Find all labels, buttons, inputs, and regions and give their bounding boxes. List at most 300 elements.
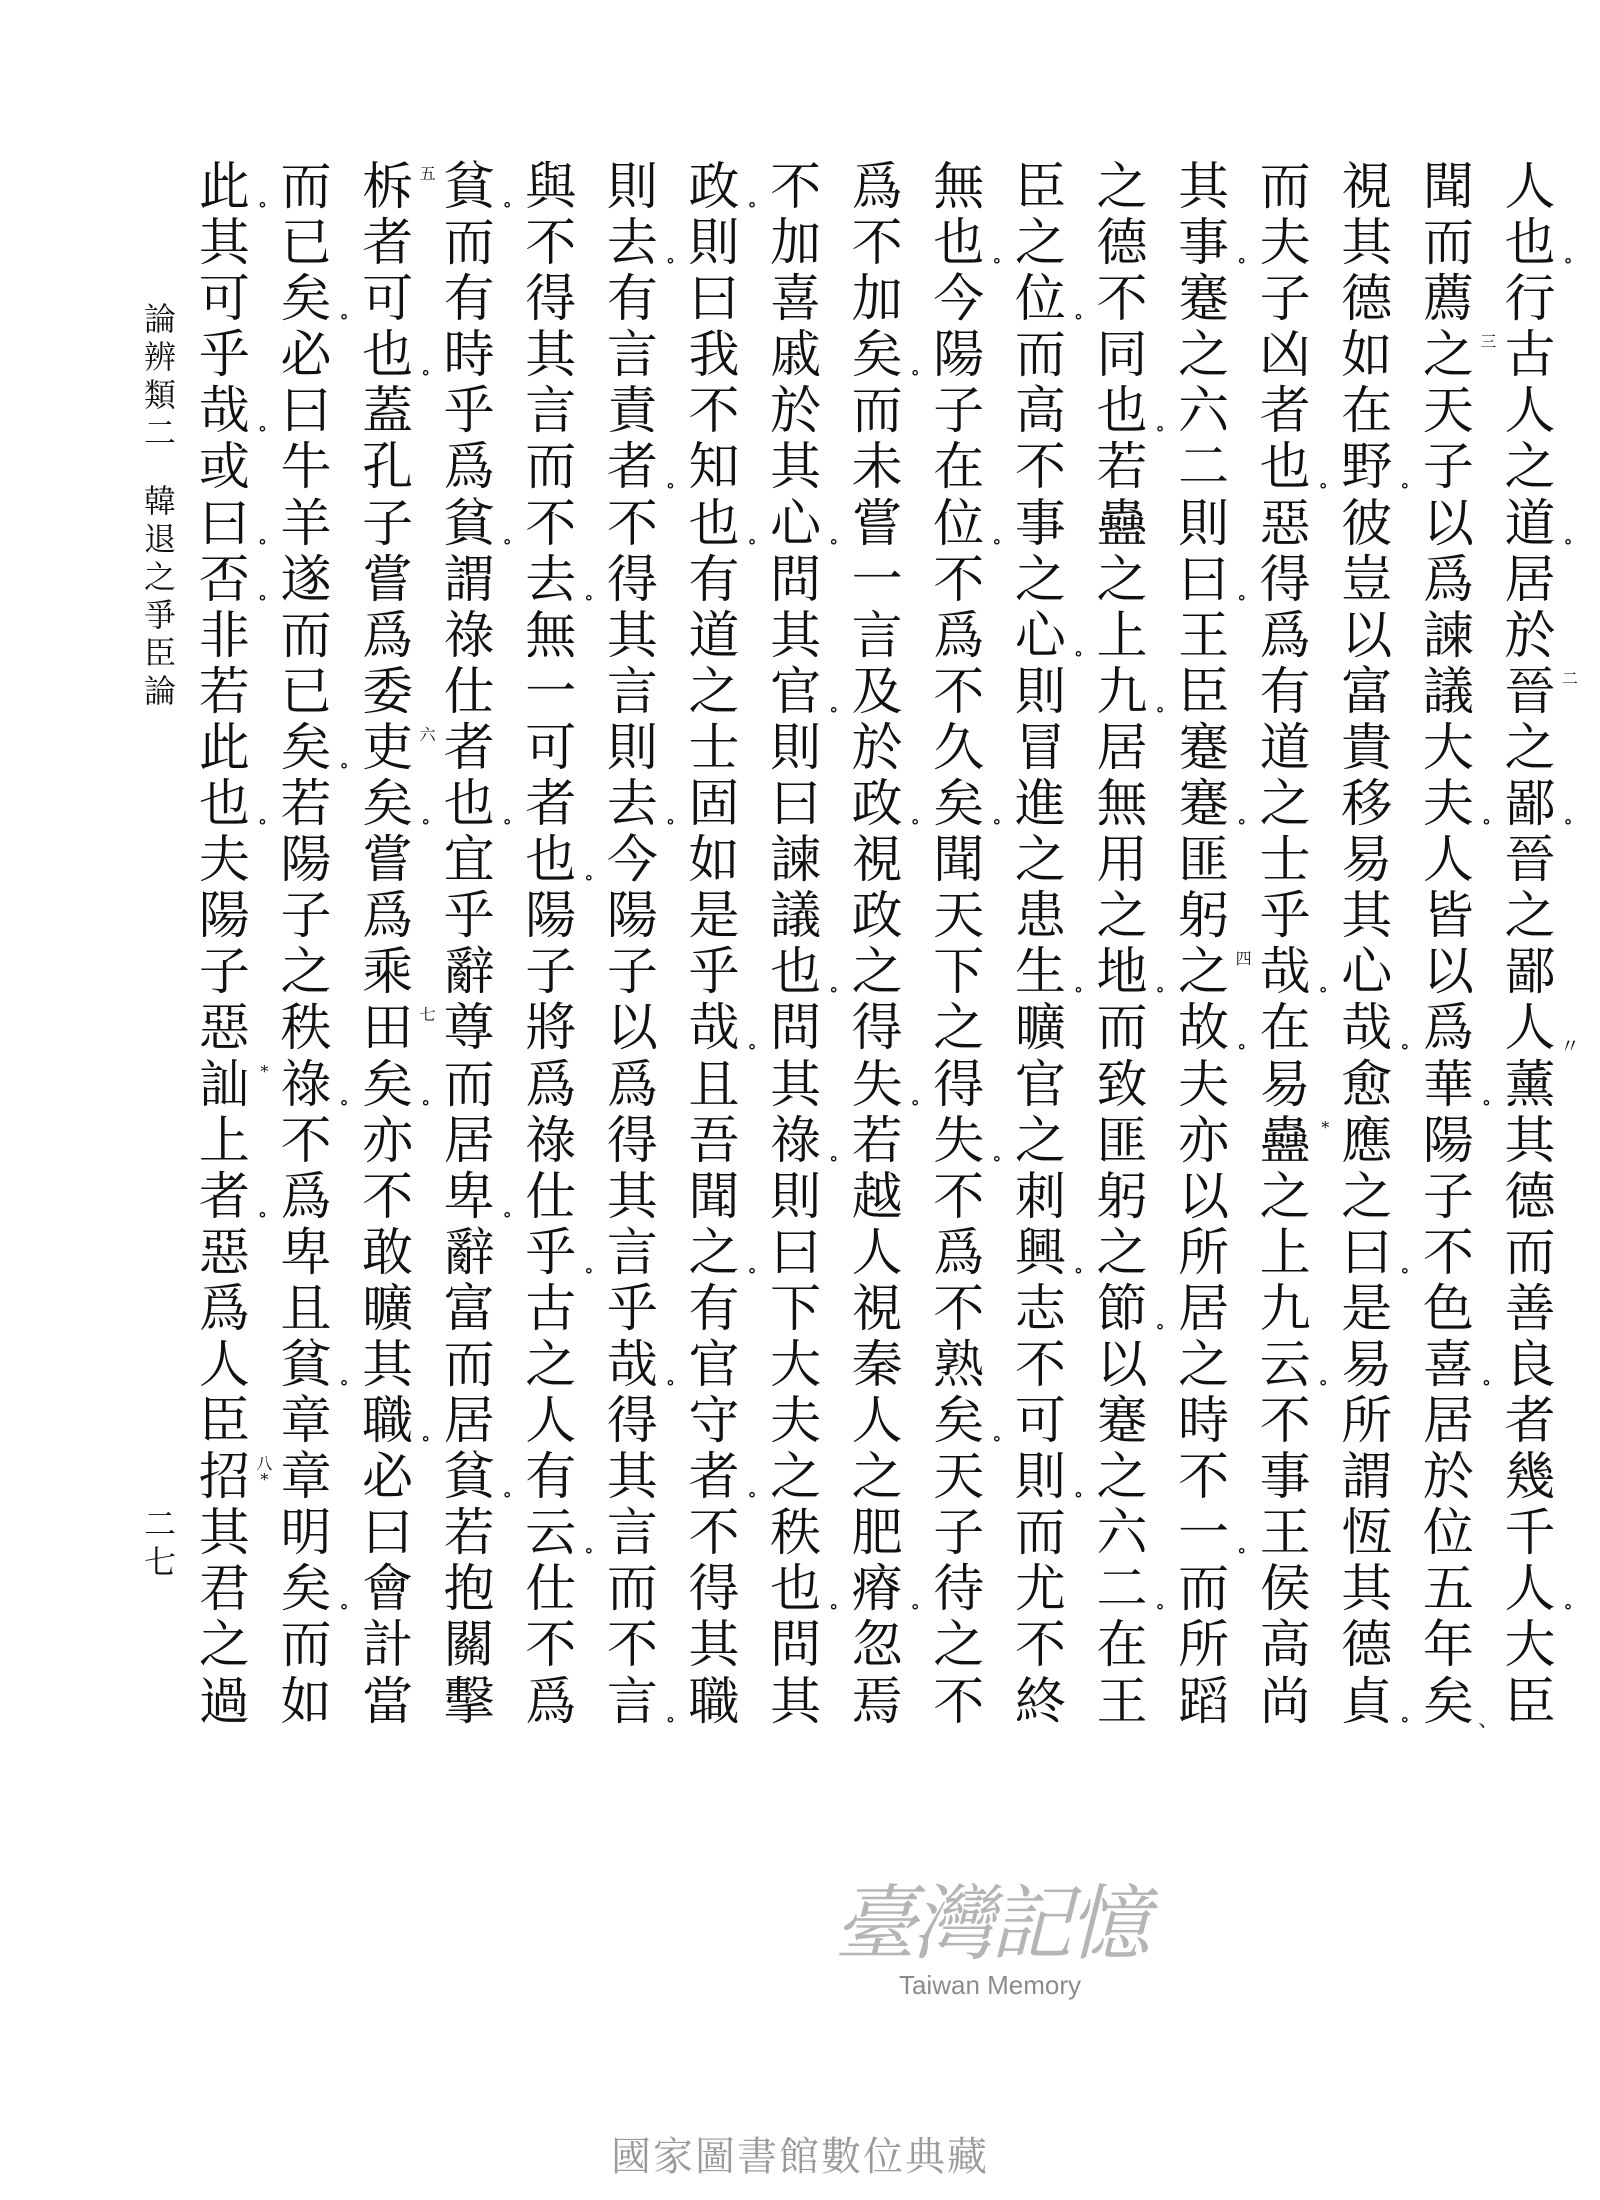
page-number xyxy=(140,1505,180,1581)
character: 失 ∘ xyxy=(847,1058,907,1114)
character: 躬 xyxy=(1096,1167,1148,1227)
character: 陽 xyxy=(606,887,658,947)
character: 得 xyxy=(606,1111,658,1171)
character: 王 xyxy=(1259,1504,1311,1564)
character: 應 xyxy=(1341,1111,1393,1171)
character: 不 xyxy=(525,1616,577,1676)
character: 陽 xyxy=(280,831,332,891)
margin-character: 二 xyxy=(143,1505,176,1543)
character: 不 xyxy=(606,494,658,554)
character: 之 xyxy=(1259,775,1311,835)
text-column xyxy=(1418,158,1499,1732)
character: 其 xyxy=(362,1335,414,1395)
character: 會 xyxy=(362,1560,414,1620)
character: 吏 六 xyxy=(362,718,436,778)
character: 所 xyxy=(1178,1223,1230,1283)
character: 以 xyxy=(1422,494,1474,554)
character: 居 xyxy=(443,1111,495,1171)
character: 卑 ∘ xyxy=(439,1170,499,1226)
character: 嘗 xyxy=(851,494,903,554)
punctuation-mark: ∘ xyxy=(257,528,268,553)
character: 上 xyxy=(198,1111,250,1171)
character: 所 xyxy=(1178,1616,1230,1676)
character: 且 xyxy=(280,1279,332,1339)
character: 之 xyxy=(1259,1167,1311,1227)
character: 乎 xyxy=(443,382,495,442)
margin-character: 類 xyxy=(143,376,176,414)
character: 之 xyxy=(280,943,332,1003)
character: 否 ∘ xyxy=(194,553,254,609)
character: 而 xyxy=(1422,214,1474,274)
character: 進 xyxy=(1014,775,1066,835)
punctuation-mark: ∘ xyxy=(502,192,513,217)
character: 章 xyxy=(280,1448,332,1508)
character: 仕 xyxy=(443,662,495,722)
character: 乎 xyxy=(1259,887,1311,947)
punctuation-mark: ∘ xyxy=(583,1538,594,1563)
character: 位 xyxy=(1422,1504,1474,1564)
character: 而 xyxy=(280,1616,332,1676)
punctuation-mark: ∘ xyxy=(502,809,513,834)
punctuation-mark: ∘ xyxy=(910,1594,921,1619)
watermark-title: 臺灣記憶 xyxy=(834,1877,1146,1972)
character: 良 xyxy=(1504,1335,1556,1395)
character: 不 xyxy=(933,1167,985,1227)
character: 乎 ∘ xyxy=(521,1226,581,1282)
character: 事 xyxy=(1014,494,1066,554)
punctuation-mark: ∘ xyxy=(1155,696,1165,721)
character: 守 xyxy=(688,1392,740,1452)
punctuation-mark: 、 xyxy=(1478,1706,1499,1731)
character: 則 ∘ xyxy=(1010,1450,1070,1506)
character: 嘗 xyxy=(362,831,414,891)
character: 視 xyxy=(1341,158,1393,217)
character: 不 xyxy=(362,1167,414,1227)
character: 之 xyxy=(1096,550,1148,610)
character: 夫 xyxy=(198,831,250,891)
character: 道 xyxy=(1259,718,1311,778)
text-column xyxy=(276,158,349,1732)
character: 皆 xyxy=(1422,887,1474,947)
character: 可 xyxy=(198,270,250,330)
character: 言 xyxy=(606,1504,658,1564)
character: 刺 xyxy=(1014,1167,1066,1227)
text-column xyxy=(358,158,436,1732)
character: 有 xyxy=(443,270,495,330)
character: 言 xyxy=(525,382,577,442)
character: 與 xyxy=(525,158,577,217)
punctuation-mark: ∘ xyxy=(910,1089,921,1114)
character: 道 ∘ xyxy=(1500,497,1560,553)
character: 蹇 xyxy=(1178,270,1230,330)
character: 其 xyxy=(688,1616,740,1676)
punctuation-mark: ∘ xyxy=(1073,304,1084,329)
character: 貴 xyxy=(1341,718,1393,778)
character: 華 ∘ xyxy=(1418,1058,1478,1114)
punctuation-mark: ∘ xyxy=(583,865,594,890)
character: 若 xyxy=(443,1504,495,1564)
character: 及 xyxy=(851,662,903,722)
character: 問 xyxy=(770,550,822,610)
character: 不 xyxy=(1096,270,1148,330)
character: 其 xyxy=(198,1504,250,1564)
character: 夫 xyxy=(1259,214,1311,274)
punctuation-mark: ∘ xyxy=(1481,809,1492,834)
character: 或 xyxy=(198,438,250,498)
character: 薦 xyxy=(1422,270,1474,330)
character: 位 ∘ xyxy=(1010,272,1070,328)
character: 匪 xyxy=(1096,1111,1148,1171)
character: 將 xyxy=(525,999,577,1059)
character: 子 xyxy=(280,887,332,947)
character: 不 xyxy=(770,158,822,217)
character: 若 xyxy=(198,662,250,722)
character: 哉 ∘ xyxy=(194,384,254,440)
character: 之 xyxy=(933,999,985,1059)
character: 得 xyxy=(933,1055,985,1115)
character: 之 xyxy=(525,1335,577,1395)
character: 人 xyxy=(851,1392,903,1452)
margin-character: 七 xyxy=(143,1543,176,1581)
text-column xyxy=(929,158,1002,1732)
character: 委 xyxy=(362,662,414,722)
character: 關 xyxy=(443,1616,495,1676)
annotation-marker: 八* xyxy=(256,1454,273,1490)
character: 之 xyxy=(1014,550,1066,610)
character: 瘠 ∘ xyxy=(847,1562,907,1618)
character: 天 xyxy=(933,887,985,947)
punctuation-mark: ∘ xyxy=(665,472,676,497)
text-column xyxy=(1010,158,1084,1732)
character: 遂 xyxy=(280,550,332,610)
character: 招 八* xyxy=(198,1448,273,1508)
character: 問 xyxy=(770,999,822,1059)
character: 言 xyxy=(851,606,903,666)
character: 冒 xyxy=(1014,718,1066,778)
character: 故 ∘ xyxy=(1174,1001,1234,1057)
character: 喜 ∘ xyxy=(1418,1338,1478,1394)
character: 必 xyxy=(280,326,332,386)
character: 而 xyxy=(1178,1560,1230,1620)
character: 以 xyxy=(1096,1335,1148,1395)
character: 也 ∘ xyxy=(929,216,989,272)
character: 曰 ∘ xyxy=(1337,1226,1397,1282)
character: 計 xyxy=(362,1616,414,1676)
character: 於 xyxy=(770,382,822,442)
character: 其 xyxy=(606,606,658,666)
annotation-marker: 五 xyxy=(419,164,436,183)
character: 其 xyxy=(606,1167,658,1227)
character: 心 ∘ xyxy=(766,497,826,553)
character: 人 〃 xyxy=(1504,999,1580,1059)
character: 爲 xyxy=(933,1223,985,1283)
character: 薰 xyxy=(1504,1055,1556,1115)
character: 居 xyxy=(1178,1279,1230,1339)
punctuation-mark: ∘ xyxy=(1236,1033,1247,1058)
character: 於 xyxy=(1504,606,1556,666)
character: 則 xyxy=(770,718,822,778)
punctuation-mark: ∘ xyxy=(502,1201,513,1226)
character: 可 xyxy=(362,270,414,330)
character: 謂 xyxy=(1341,1448,1393,1508)
character: 若 xyxy=(1096,438,1148,498)
character: 夫 xyxy=(770,1392,822,1452)
text-column xyxy=(194,158,273,1732)
character: 爲 xyxy=(1422,550,1474,610)
character: 五 xyxy=(1422,1560,1474,1620)
character: 人 xyxy=(1504,158,1556,217)
character: 而 xyxy=(1096,999,1148,1059)
character: 則 xyxy=(1178,494,1230,554)
character: 心 xyxy=(1341,943,1393,1003)
character: 如 xyxy=(1341,326,1393,386)
character: 宜 xyxy=(443,831,495,891)
punctuation-mark: ∘ xyxy=(991,1145,1002,1170)
character: 有 xyxy=(1259,662,1311,722)
character: 一 ∘ xyxy=(1174,1506,1234,1562)
character: 不 xyxy=(933,1672,985,1732)
character: 者 ∘ xyxy=(194,1170,254,1226)
character: 得 xyxy=(851,999,903,1059)
punctuation-mark: ∘ xyxy=(747,1257,757,1282)
character: 古 xyxy=(525,1279,577,1339)
text-column xyxy=(847,158,921,1732)
punctuation-mark: ∘ xyxy=(339,1089,349,1114)
character: 且 xyxy=(688,1055,740,1115)
character: 而 xyxy=(443,214,495,274)
punctuation-mark: ∘ xyxy=(420,1089,431,1114)
character: 諫 xyxy=(1422,606,1474,666)
character: 固 xyxy=(688,775,740,835)
character: 而 xyxy=(1259,158,1311,217)
character: 而 xyxy=(280,158,332,217)
character: 矣 ∘ xyxy=(276,272,336,328)
margin-character: 之 xyxy=(143,558,176,596)
character: 蹇 ∘ xyxy=(1174,777,1234,833)
character: 得 xyxy=(606,550,658,610)
character: 之 xyxy=(1096,158,1148,217)
character: 上 xyxy=(1096,606,1148,666)
text-column xyxy=(1092,158,1165,1732)
character: 居 xyxy=(1096,718,1148,778)
character: 肥 xyxy=(851,1504,903,1564)
character: 王 xyxy=(1096,1672,1148,1732)
character: 也 ∘ xyxy=(1255,440,1315,496)
character: 蠱 xyxy=(1096,494,1148,554)
character: 去 ∘ xyxy=(602,216,662,272)
character: 哉 ∘ xyxy=(602,1338,662,1394)
punctuation-mark: ∘ xyxy=(583,1257,594,1282)
margin-character: 論 xyxy=(143,300,176,338)
character: 地 ∘ xyxy=(1092,945,1152,1001)
character: 羊 xyxy=(280,494,332,554)
character: 明 xyxy=(280,1504,332,1564)
character: 終 xyxy=(1014,1672,1066,1732)
character: 得 xyxy=(606,1392,658,1452)
character: 不 xyxy=(933,662,985,722)
character: 居 xyxy=(443,1392,495,1452)
character: 子 xyxy=(525,943,577,1003)
character: 而 xyxy=(1014,326,1066,386)
character: 野 ∘ xyxy=(1337,440,1397,496)
margin-character xyxy=(155,452,165,482)
character: 爲 xyxy=(362,887,414,947)
character: 子 xyxy=(606,943,658,1003)
punctuation-mark: ∘ xyxy=(665,1370,676,1395)
punctuation-mark: ∘ xyxy=(1563,809,1573,834)
punctuation-mark: ∘ xyxy=(339,304,349,329)
character: 也 ∘ xyxy=(766,1562,826,1618)
character: 人 xyxy=(1504,382,1556,442)
punctuation-mark: ∘ xyxy=(1155,1594,1165,1619)
character: 有 xyxy=(525,1448,577,1508)
character: 時 xyxy=(443,326,495,386)
margin-character: 臣 xyxy=(143,634,176,672)
character: 尚 xyxy=(1259,1672,1311,1732)
character: 矣 ∘ xyxy=(276,1562,336,1618)
character: 行 xyxy=(1504,270,1556,330)
character: 得 xyxy=(1259,550,1311,610)
character: 彼 xyxy=(1341,494,1393,554)
punctuation-mark: ∘ xyxy=(1481,1370,1492,1395)
character: 無 xyxy=(1096,775,1148,835)
character: 其 xyxy=(1341,887,1393,947)
character: 爲 xyxy=(280,1167,332,1227)
character: 久 xyxy=(933,718,985,778)
character: 已 xyxy=(280,662,332,722)
character: 如 xyxy=(280,1672,332,1732)
punctuation-mark: ∘ xyxy=(257,809,268,834)
punctuation-mark: ∘ xyxy=(1563,528,1573,553)
character: 子 xyxy=(1259,270,1311,330)
character: 之 xyxy=(1504,718,1556,778)
punctuation-mark: ∘ xyxy=(747,1033,757,1058)
character: 富 xyxy=(443,1279,495,1339)
character: 心 ∘ xyxy=(1010,609,1070,665)
punctuation-mark: ∘ xyxy=(1399,472,1410,497)
character: 可 xyxy=(525,718,577,778)
character: 則 xyxy=(1014,662,1066,722)
character: 高 xyxy=(1014,382,1066,442)
punctuation-mark: ∘ xyxy=(502,528,513,553)
character: 熟 xyxy=(933,1335,985,1395)
punctuation-mark: ∘ xyxy=(1155,977,1165,1002)
punctuation-mark: ∘ xyxy=(502,1482,513,1507)
character: 乎 xyxy=(606,1279,658,1339)
character: 之 xyxy=(1014,1111,1066,1171)
punctuation-mark: ∘ xyxy=(665,809,676,834)
character: 不 xyxy=(933,1279,985,1339)
character: 曰 xyxy=(280,382,332,442)
character: 爲 xyxy=(1422,999,1474,1059)
character: 事 xyxy=(1259,1448,1311,1508)
character: 去 ∘ xyxy=(521,553,581,609)
character: 志 xyxy=(1014,1279,1066,1339)
character: 如 xyxy=(688,831,740,891)
character: 祿 xyxy=(443,606,495,666)
character: 匪 xyxy=(1178,831,1230,891)
character: 而 xyxy=(1014,1504,1066,1564)
character: 牛 xyxy=(280,438,332,498)
character: 於 xyxy=(851,718,903,778)
character: 下 xyxy=(933,943,985,1003)
annotation-marker: * xyxy=(260,1061,269,1081)
character: 不 xyxy=(851,214,903,274)
character: 哉 ∘ xyxy=(684,1001,744,1057)
character: 其 xyxy=(770,438,822,498)
character: 訕 * xyxy=(194,1058,254,1114)
character: 乎 xyxy=(443,887,495,947)
punctuation-mark: ∘ xyxy=(257,1201,268,1226)
character: 不 xyxy=(1014,1616,1066,1676)
character: 色 xyxy=(1422,1279,1474,1339)
character: 其 xyxy=(1341,214,1393,274)
character: 不 xyxy=(688,382,740,442)
annotation-marker: 六 xyxy=(419,724,436,744)
character: 蠱 * xyxy=(1255,1114,1315,1170)
character: 大 xyxy=(1504,1616,1556,1676)
character: 秩 xyxy=(280,999,332,1059)
punctuation-mark: ∘ xyxy=(257,584,268,609)
annotation-marker: 四 xyxy=(1235,949,1252,969)
character: 官 xyxy=(1014,1055,1066,1115)
character: 不 xyxy=(280,1111,332,1171)
character: 士 xyxy=(688,718,740,778)
character: 喜 xyxy=(770,270,822,330)
character: 其 xyxy=(1504,1111,1556,1171)
character: 躬 xyxy=(1178,887,1230,947)
character: 視 xyxy=(851,831,903,891)
character: 同 xyxy=(1096,326,1148,386)
character: 陽 xyxy=(525,887,577,947)
character: 幾 xyxy=(1504,1448,1556,1508)
character: 之 xyxy=(1014,831,1066,891)
character: 若 xyxy=(280,775,332,835)
character: 陽 xyxy=(933,326,985,386)
punctuation-mark: ∘ xyxy=(910,809,921,834)
punctuation-mark: ∘ xyxy=(1073,640,1084,665)
character: 無 xyxy=(933,158,985,217)
text-column xyxy=(1337,158,1410,1732)
character: 移 xyxy=(1341,775,1393,835)
punctuation-mark: ∘ xyxy=(828,1145,839,1170)
character: 陽 xyxy=(1422,1111,1474,1171)
margin-character: 二 xyxy=(143,414,176,452)
character: 鄙 ∘ xyxy=(1500,777,1560,833)
text-column xyxy=(1500,158,1580,1732)
character: 居 xyxy=(1422,1392,1474,1452)
character: 貧 ∘ xyxy=(439,497,499,553)
character: 之 ∘ xyxy=(684,1226,744,1282)
punctuation-mark: ∘ xyxy=(1236,248,1247,273)
character: 陽 xyxy=(198,887,250,947)
punctuation-mark: ∘ xyxy=(1236,1538,1247,1563)
character: 之 xyxy=(851,943,903,1003)
character: 天 xyxy=(1422,382,1474,442)
character: 此 ∘ xyxy=(194,160,254,216)
character: 人 ∘ xyxy=(1500,1562,1560,1618)
character: 聞 xyxy=(933,831,985,891)
character: 矣 ∘ xyxy=(847,328,907,384)
footer-credit: 國家圖書館數位典藏 xyxy=(611,2134,989,2180)
character: 是 xyxy=(688,887,740,947)
character: 政 ∘ xyxy=(684,160,744,216)
character: 以 xyxy=(1178,1167,1230,1227)
character: 今 xyxy=(606,831,658,891)
character: 聞 xyxy=(688,1167,740,1227)
character: 言 ∘ xyxy=(602,1675,662,1731)
character: 貧 ∘ xyxy=(276,1338,336,1394)
